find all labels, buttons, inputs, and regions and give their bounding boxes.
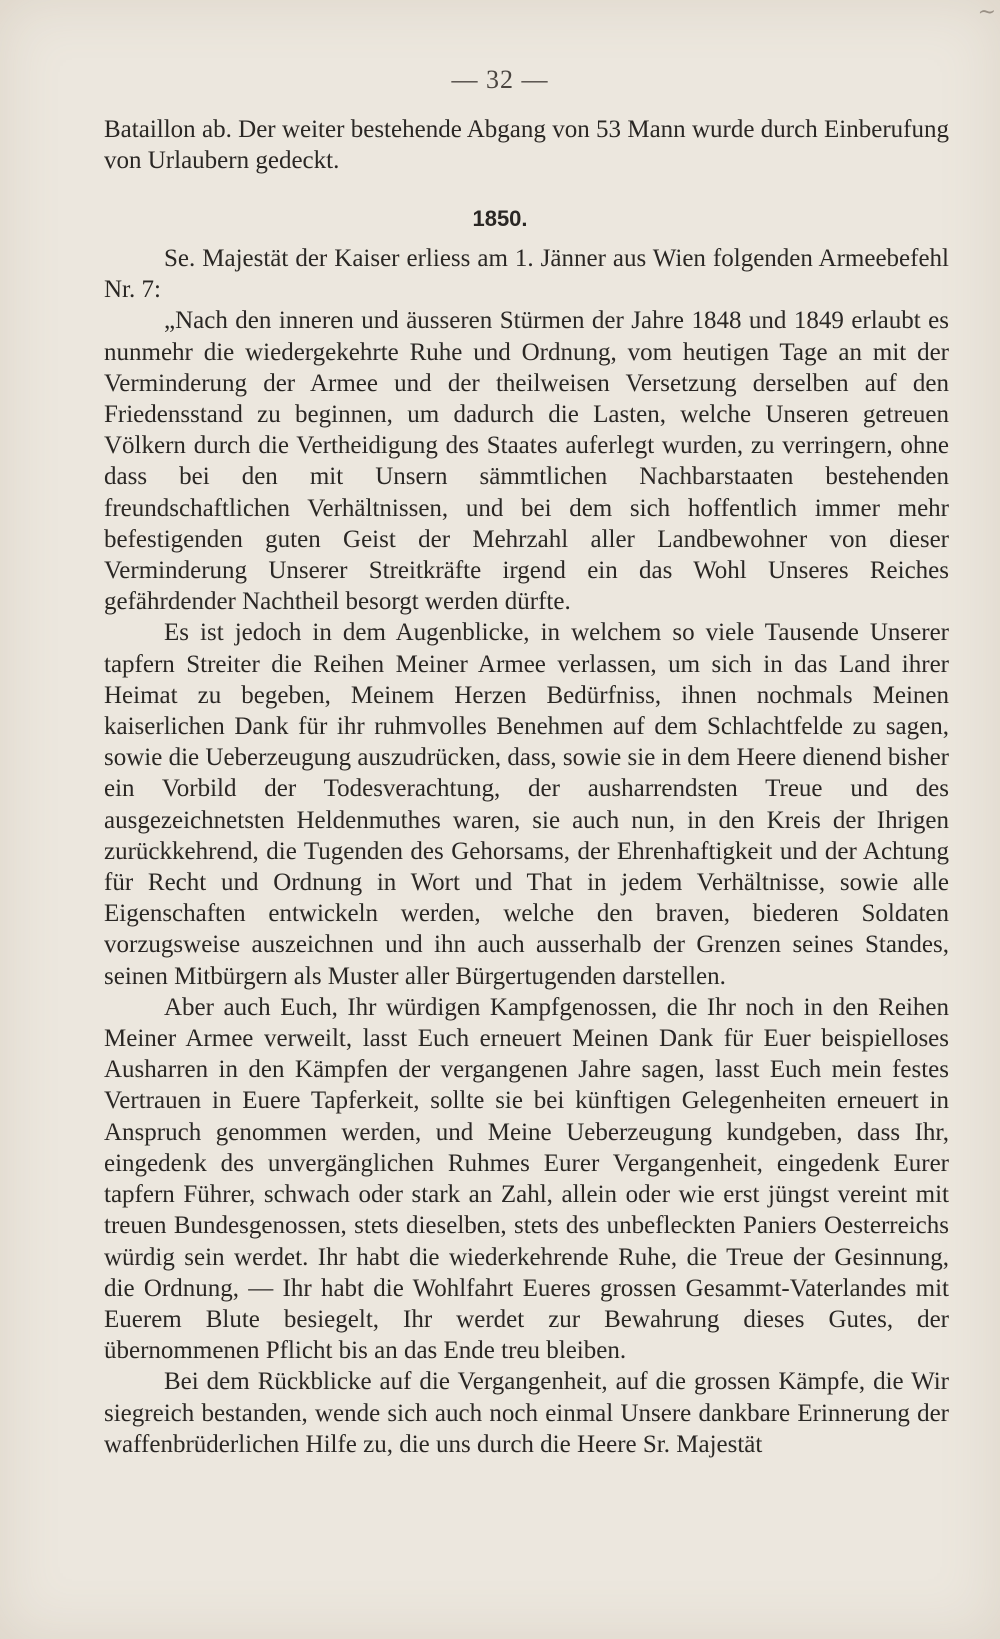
corner-mark: ~ — [977, 0, 996, 25]
opening-paragraph-block — [104, 114, 949, 176]
paragraph-comrades: Aber auch Euch, Ihr würdigen Kampfgenossen, die Ihr noch in den Reihen Meiner Armee verweilt, lasst Euch erneuert Meinen Dank für Euer beispielloses Ausharren in den Kämpfen der vergangenen Jahre sagen, lasst Euch mein festes Vertrauen in Euere Tapferkeit, sollte sie bei künftigen Gelegenheiten erneuert in Anspruch genommen werden, und Meine Ueberzeugung kundgeben, dass Ihr, eingedenk des unvergänglichen Ruhmes Eurer Vergangenheit, eingedenk Eurer tapfern Führer, schwach oder stark an Zahl, allein oder wie erst jüngst vereint mit treuen Bundesgenossen, stets dieselben, stets des unbefleckten Paniers Oesterreichs würdig sein werdet. Ihr habt die wiederkehrende Ruhe, die Treue der Gesinnung, die Ordnung, — Ihr habt die Wohlfahrt Eueres grossen Gesammt-Vaterlandes mit Euerem Blute besiegelt, Ihr werdet zur Bewahrung dieses Gutes, der übernommenen Pflicht bis an das Ende treu bleiben. — [104, 993, 949, 1365]
opening-paragraph: Bataillon ab. Der weiter bestehende Abgang von 53 Mann wurde durch Einberufung von Urlaubern gedeckt. — [104, 116, 949, 175]
page-number: — 32 — — [451, 65, 549, 94]
paragraph-thanks: Es ist jedoch in dem Augenblicke, in welchem so viele Tausende Unserer tapfern Streiter die Reihen Meiner Armee verlassen, um sich in das Land ihrer Heimat zu begeben, Meinem Herzen Bedürfniss, ihnen nochmals Meinen kaiserlichen Dank für ihr ruhmvolles Benehmen auf dem Schlachtfelde zu sagen, sowie die Ueberzeugung auszudrücken, dass, sowie sie in dem Heere dienend bisher ein Vorbild der Todesverachtung, der ausharrendsten Treue und des ausgezeichnetsten Heldenmuthes waren, sie auch nun, in den Kreis der Ihrigen zurückkehrend, die Tugenden des Gehorsams, der Ehrenhaftigkeit und der Achtung für Recht und Ordnung in Wort und That in jedem Verhältnisse, sowie alle Eigenschaften entwickeln werden, welche den braven, biederen Soldaten vorzugsweise auszeichnen und ihn auch ausserhalb der Grenzen seines Standes, seinen Mitbürgern als Muster aller Bürgertugenden darstellen. — [104, 619, 949, 990]
paragraph-retrospect: Bei dem Rückblicke auf die Vergangenheit, auf die grossen Kämpfe, die Wir siegreich bestanden, wende sich auch noch einmal Unsere dankbare Erinnerung der waffenbrüderlichen Hilfe zu, die uns durch die Heere Sr. Majestät — [104, 1368, 949, 1458]
paragraph-army-order: Se. Majestät der Kaiser erliess am 1. Jänner aus Wien folgenden Armeebefehl Nr. 7: — [104, 245, 949, 304]
body-text — [104, 243, 949, 1460]
year-heading: 1850. — [472, 206, 528, 231]
paragraph-storms: „Nach den inneren und äusseren Stürmen der Jahre 1848 und 1849 erlaubt es nunmehr die wiedergekehrte Ruhe und Ordnung, vom heutigen Tage an mit der Verminderung der Armee und der theilweisen Versetzung derselben auf den Friedensstand zu beginnen, um dadurch die Lasten, welche Unseren getreuen Völkern durch die Vertheidigung des Staates auferlegt wurden, zu verringern, ohne dass bei den mit Unsern sämmtlichen Nachbarstaaten bestehenden freundschaftlichen Verhältnissen, und bei dem sich hoffentlich immer mehr befestigenden guten Geist der Mehrzahl aller Landbewohner von dieser Verminderung Unserer Streitkräfte irgend ein das Wohl Unseres Reiches gefährdender Nachtheil besorgt werden dürfte. — [104, 307, 949, 616]
